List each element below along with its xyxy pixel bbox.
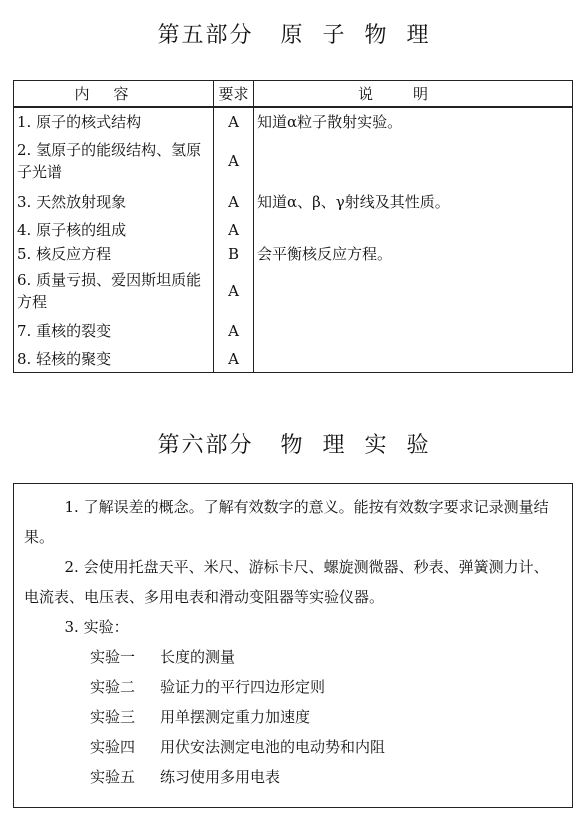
table-row [14, 346, 573, 373]
row-note [254, 136, 573, 186]
experiment-item [90, 732, 562, 762]
row-content: 1. 原子的核式结构 [14, 107, 214, 136]
experiment-requirements-box [13, 483, 573, 808]
experiment-item [90, 702, 562, 732]
experiment-name: 用单摆测定重力加速度 [160, 708, 311, 726]
row-level: A [214, 346, 254, 373]
experiment-label: 实验五 [90, 768, 136, 786]
experiment-label: 实验二 [90, 678, 136, 696]
table-row [14, 136, 573, 186]
row-content: 2. 氢原子的能级结构、氢原子光谱 [14, 136, 214, 186]
row-level: A [214, 218, 254, 242]
row-level: A [214, 136, 254, 186]
section6-title: 第六部分 物 理 实 验 [157, 433, 431, 458]
row-content: 8. 轻核的聚变 [14, 346, 214, 373]
table-row [14, 266, 573, 316]
experiment-name: 验证力的平行四边形定则 [160, 678, 326, 696]
experiment-name: 用伏安法测定电池的电动势和内阻 [160, 738, 386, 756]
experiment-label: 实验三 [90, 708, 136, 726]
table-row [14, 316, 573, 346]
row-note [254, 266, 573, 316]
table-header-row [14, 81, 573, 108]
item-2: 2. 会使用托盘天平、米尺、游标卡尺、螺旋测微器、秒表、弹簧测力计、电流表、电压表、多用电表和滑动变阻器等实验仪器。 [24, 558, 549, 606]
experiment-item [90, 762, 562, 792]
experiment-name: 练习使用多用电表 [160, 768, 281, 786]
row-note: 知道α、β、γ射线及其性质。 [254, 186, 573, 218]
table-row [14, 242, 573, 266]
item-1: 1. 了解误差的概念。了解有效数字的意义。能按有效数字要求记录测量结果。 [24, 498, 549, 546]
header-notes: 说明 [254, 81, 573, 108]
section5-title: 第五部分 原 子 物 理 [157, 23, 431, 48]
experiment-label: 实验四 [90, 738, 136, 756]
experiment-item [90, 642, 562, 672]
requirements-table [13, 80, 573, 373]
row-content: 7. 重核的裂变 [14, 316, 214, 346]
row-note [254, 218, 573, 242]
experiment-item [90, 672, 562, 702]
row-note [254, 316, 573, 346]
experiment-name: 长度的测量 [160, 648, 236, 666]
table-row [14, 218, 573, 242]
header-content: 内容 [14, 81, 214, 108]
row-level: B [214, 242, 254, 266]
item-3: 3. 实验： [64, 618, 129, 636]
row-content: 5. 核反应方程 [14, 242, 214, 266]
row-content: 6. 质量亏损、爱因斯坦质能方程 [14, 266, 214, 316]
row-level: A [214, 107, 254, 136]
row-level: A [214, 266, 254, 316]
row-content: 3. 天然放射现象 [14, 186, 214, 218]
experiment-label: 实验一 [90, 648, 136, 666]
row-note [254, 346, 573, 373]
row-content: 4. 原子核的组成 [14, 218, 214, 242]
header-requirement: 要求 [214, 81, 254, 108]
row-level: A [214, 316, 254, 346]
row-note: 知道α粒子散射实验。 [254, 107, 573, 136]
row-level: A [214, 186, 254, 218]
row-note: 会平衡核反应方程。 [254, 242, 573, 266]
table-row [14, 107, 573, 136]
table-row [14, 186, 573, 218]
